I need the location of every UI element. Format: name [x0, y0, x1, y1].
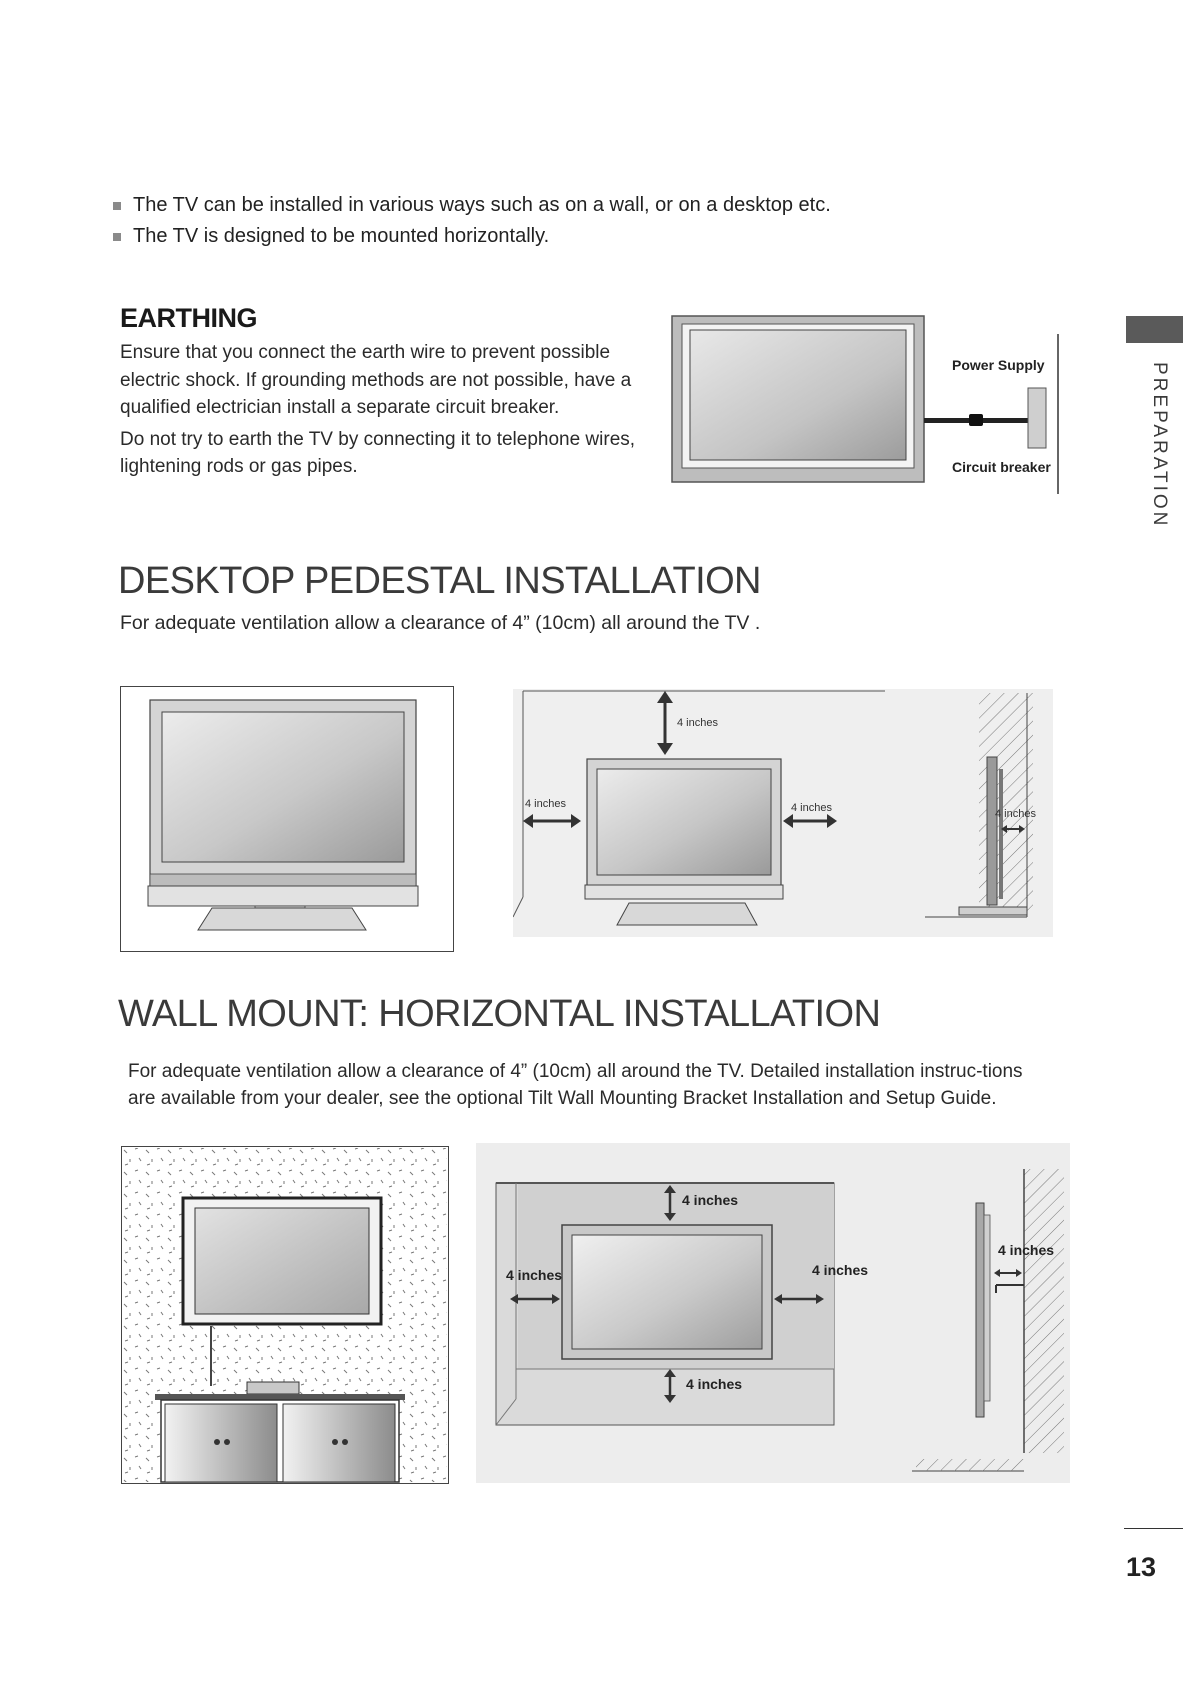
tv-on-stand-icon [148, 700, 418, 930]
bullet-text: The TV can be installed in various ways such as on a wall, or on a desktop etc. [133, 194, 831, 216]
square-bullet-icon [113, 202, 121, 210]
bullet-item [113, 190, 1013, 221]
clearance-right-label: 4 inches [812, 1262, 869, 1278]
desktop-clearance-diagram [513, 689, 1053, 937]
desktop-section-title: DESKTOP PEDESTAL INSTALLATION [118, 560, 761, 602]
bullet-text: The TV is designed to be mounted horizontally. [133, 225, 550, 247]
clearance-bottom-label: 4 inches [686, 1376, 743, 1392]
earthing-heading: EARTHING [120, 303, 257, 333]
clearance-left-label: 4 inches [525, 798, 566, 810]
bullet-item [113, 221, 1013, 252]
page-number: 13 [1126, 1552, 1157, 1582]
earthing-body [120, 339, 640, 485]
intro-bullets [113, 190, 1013, 252]
earthing-illustration [670, 314, 1080, 498]
wall-section-subtitle: For adequate ventilation allow a clearance of 4” (10cm) all around the TV. Detailed installation instruc-tions are available from your dealer, see the optional Tilt Wall Mounting Bracket Installation and Setup Guide. [128, 1061, 1023, 1109]
cabinet-icon [155, 1382, 405, 1482]
tv-front-icon [672, 316, 924, 482]
wall-mount-room-illustration [121, 1146, 449, 1484]
clearance-side-label: 4 inches [995, 808, 1036, 820]
wall-clearance-diagram [476, 1143, 1070, 1483]
clearance-left-label: 4 inches [506, 1267, 563, 1283]
wall-section-title: WALL MOUNT: HORIZONTAL INSTALLATION [118, 993, 881, 1035]
page-number-rule [1124, 1528, 1183, 1529]
clearance-side-label: 4 inches [998, 1242, 1055, 1258]
desktop-section-subtitle: For adequate ventilation allow a clearance of 4” (10cm) all around the TV . [120, 612, 761, 634]
section-tab-marker [1126, 316, 1183, 343]
clearance-top-label: 4 inches [682, 1192, 739, 1208]
clearance-right-label: 4 inches [791, 802, 832, 814]
section-tab-label: PREPARATION [1149, 362, 1170, 529]
power-supply-label: Power Supply [952, 357, 1045, 373]
clearance-top-label: 4 inches [677, 717, 718, 729]
square-bullet-icon [113, 233, 121, 241]
earthing-paragraph: Do not try to earth the TV by connecting it to telephone wires, lightening rods or gas pipes. [120, 428, 636, 477]
wall-tv-front-icon [562, 1225, 772, 1359]
desktop-tv-illustration [120, 686, 454, 952]
circuit-breaker-label: Circuit breaker [952, 459, 1051, 475]
earthing-paragraph: Ensure that you connect the earth wire to prevent possible electric shock. If grounding methods are not possible, have a qualified electrician install a separate circuit breaker. [120, 342, 632, 418]
